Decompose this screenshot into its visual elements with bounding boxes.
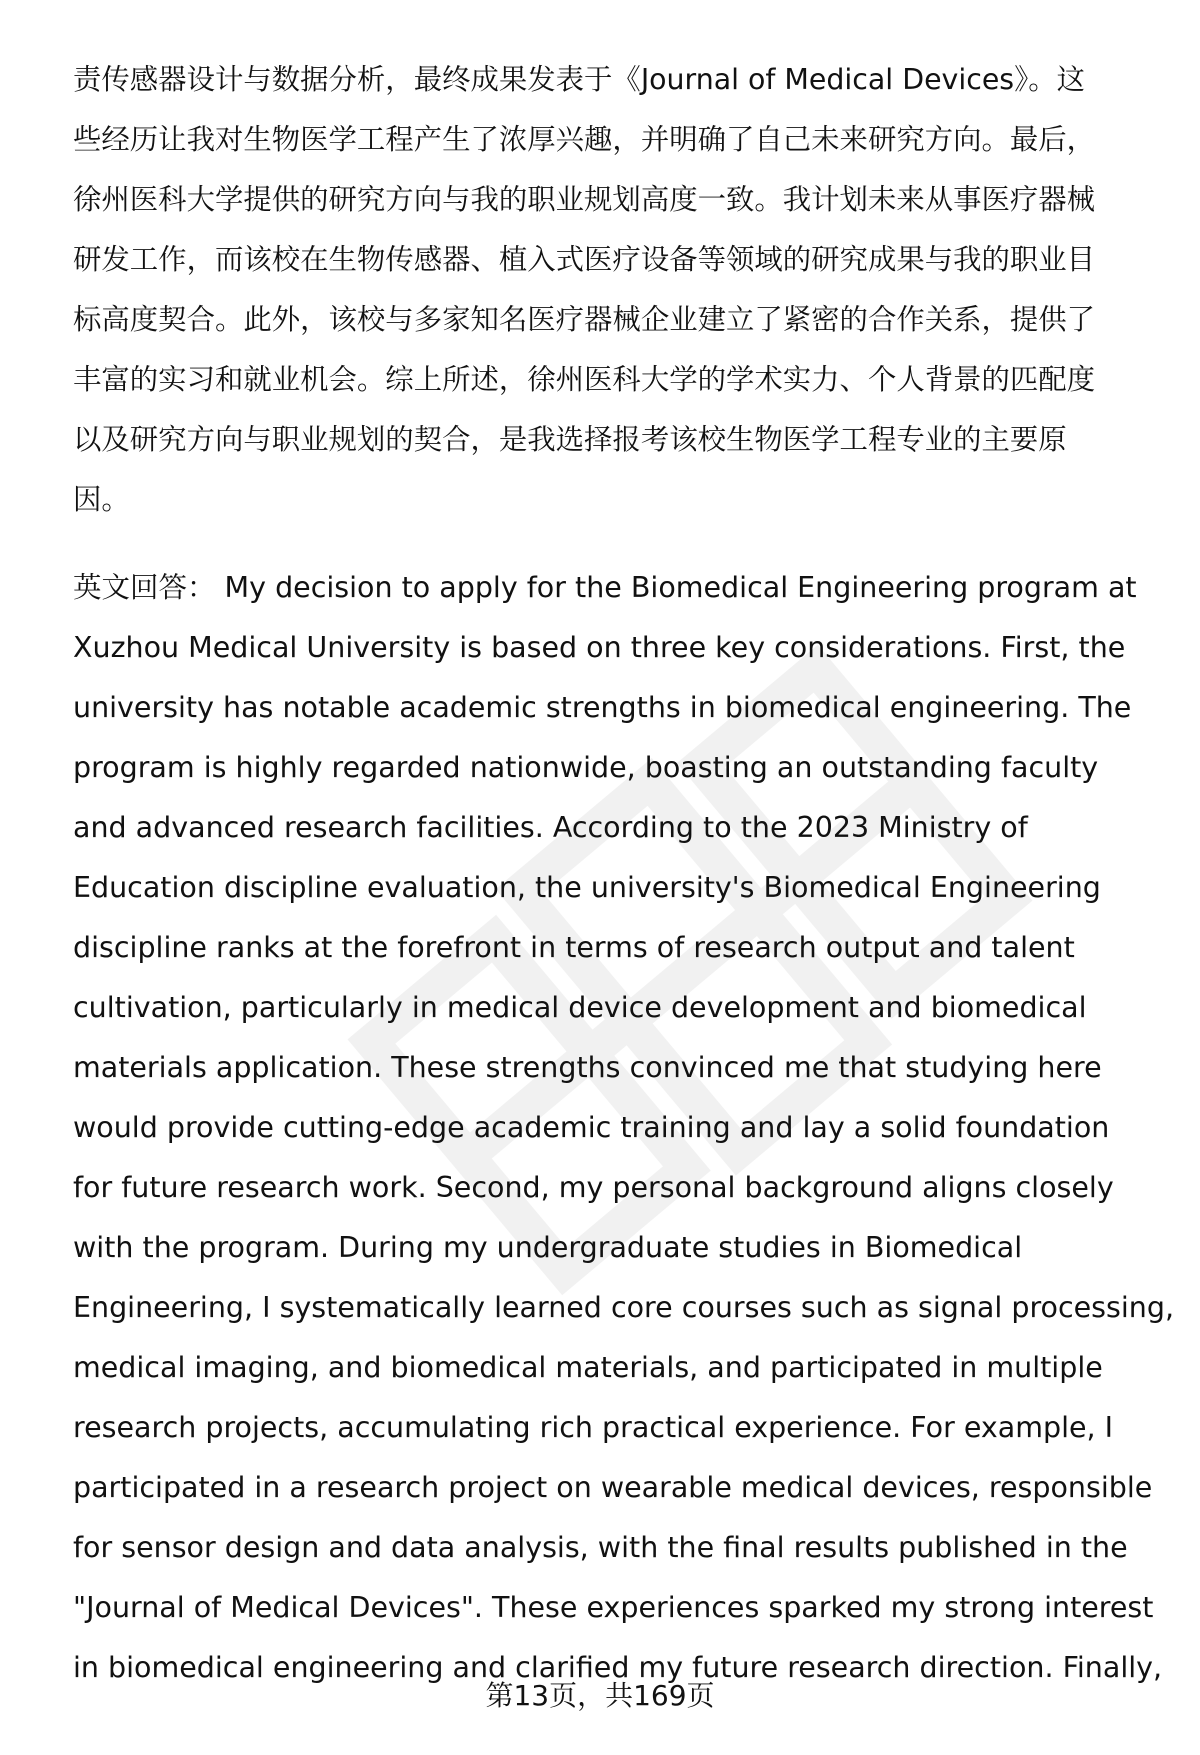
text-line: materials application. These strengths convinced me that studying here [73,1051,1102,1084]
text-line: medical imaging, and biomedical materials, and participated in multiple [73,1351,1103,1384]
text-line: research projects, accumulating rich practical experience. For example, I [73,1411,1114,1444]
document-body [73,50,1175,1698]
text-line: 以及研究方向与职业规划的契合，是我选择报考该校生物医学工程专业的主要原 [73,423,1067,456]
text-line: cultivation, particularly in medical device development and biomedical [73,991,1087,1024]
text-line: for sensor design and data analysis, with the final results published in the [73,1531,1128,1564]
text-line: program is highly regarded nationwide, boasting an outstanding faculty [73,751,1099,784]
text-line: Education discipline evaluation, the university's Biomedical Engineering [73,871,1101,904]
text-line: Xuzhou Medical University is based on three key considerations. First, the [73,631,1126,664]
text-line: 责传感器设计与数据分析，最终成果发表于《Journal of Medical Devices》。这 [73,63,1086,96]
text-line: and advanced research facilities. According to the 2023 Ministry of [73,811,1028,844]
text-line: 研发工作，而该校在生物传感器、植入式医疗设备等领域的研究成果与我的职业目 [73,243,1096,276]
text-line: discipline ranks at the forefront in terms of research output and talent [73,931,1075,964]
text-line: university has notable academic strengths in biomedical engineering. The [73,691,1132,724]
text-line: would provide cutting-edge academic training and lay a solid foundation [73,1111,1110,1144]
english-paragraph [73,558,1175,1698]
text-line: 因。 [73,483,130,516]
chinese-paragraph [73,50,1153,530]
text-line: 丰富的实习和就业机会。综上所述，徐州医科大学的学术实力、个人背景的匹配度 [73,363,1096,396]
text-line: for future research work. Second, my personal background aligns closely [73,1171,1114,1204]
page-footer: 第13页，共169页 [485,1679,715,1712]
text-line: in biomedical engineering and clarified my future research direction. Finally, [73,1651,1163,1684]
text-line: 徐州医科大学提供的研究方向与我的职业规划高度一致。我计划未来从事医疗器械 [73,183,1096,216]
text-line: 标高度契合。此外，该校与多家知名医疗器械企业建立了紧密的合作关系，提供了 [73,303,1096,336]
text-line: "Journal of Medical Devices". These experiences sparked my strong interest [73,1591,1154,1624]
text-line: participated in a research project on wearable medical devices, responsible [73,1471,1153,1504]
text-line: Engineering, I systematically learned core courses such as signal processing, [73,1291,1175,1324]
text-line: 些经历让我对生物医学工程产生了浓厚兴趣，并明确了自己未来研究方向。最后， [73,123,1096,156]
text-line: with the program. During my undergraduate studies in Biomedical [73,1231,1023,1264]
text-line: 英文回答： My decision to apply for the Biomedical Engineering program at [73,571,1137,604]
